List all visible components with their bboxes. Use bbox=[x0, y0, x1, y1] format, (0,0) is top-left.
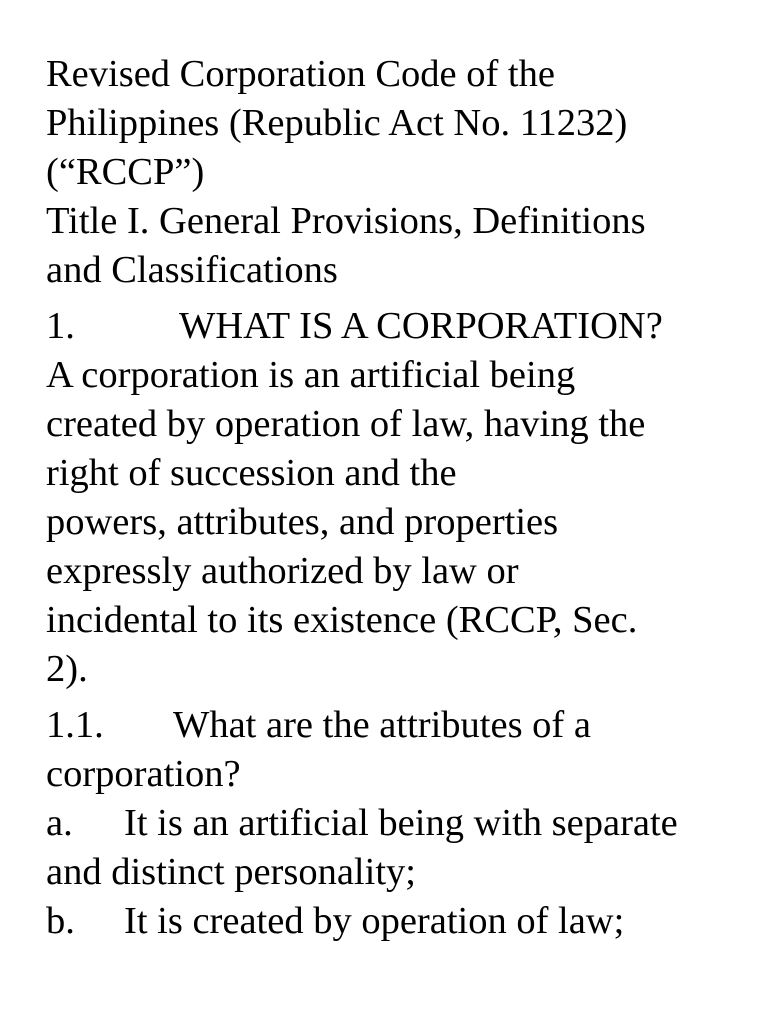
section-number: 1. bbox=[46, 305, 75, 347]
section-heading bbox=[46, 302, 736, 351]
subsection-question bbox=[46, 701, 736, 750]
body-line: right of succession and the bbox=[46, 452, 457, 494]
body-line: 2). bbox=[46, 648, 88, 690]
section-heading-text: WHAT IS A CORPORATION? bbox=[179, 305, 663, 347]
section-1-1 bbox=[46, 701, 736, 946]
list-item-text: It is an artificial being with separate bbox=[124, 802, 678, 844]
body-line: expressly authorized by law or bbox=[46, 550, 519, 592]
list-marker: a. bbox=[46, 802, 73, 844]
title-line: (“RCCP”) bbox=[46, 151, 205, 193]
document-body bbox=[46, 50, 736, 946]
paragraph-spacer bbox=[46, 295, 736, 302]
list-item bbox=[46, 897, 736, 946]
body-line: A corporation is an artificial being bbox=[46, 354, 576, 396]
section-1 bbox=[46, 302, 736, 694]
subsection-question-text: What are the attributes of a bbox=[173, 704, 591, 746]
subtitle-line: and Classifications bbox=[46, 249, 338, 291]
title-line: Philippines (Republic Act No. 11232) bbox=[46, 102, 628, 144]
body-line: incidental to its existence (RCCP, Sec. bbox=[46, 599, 638, 641]
subtitle-line: Title I. General Provisions, Definitions bbox=[46, 200, 646, 242]
list-item bbox=[46, 799, 736, 848]
paragraph-spacer bbox=[46, 694, 736, 701]
body-line: created by operation of law, having the bbox=[46, 403, 646, 445]
subsection-number: 1.1. bbox=[46, 704, 104, 746]
document-title bbox=[46, 50, 736, 197]
document-subtitle bbox=[46, 197, 736, 295]
body-line: powers, attributes, and properties bbox=[46, 501, 559, 543]
list-item-cont: and distinct personality; bbox=[46, 851, 416, 893]
title-line: Revised Corporation Code of the bbox=[46, 53, 555, 95]
list-item-text: It is created by operation of law; bbox=[124, 900, 625, 942]
list-marker: b. bbox=[46, 900, 75, 942]
subsection-question-cont: corporation? bbox=[46, 753, 241, 795]
